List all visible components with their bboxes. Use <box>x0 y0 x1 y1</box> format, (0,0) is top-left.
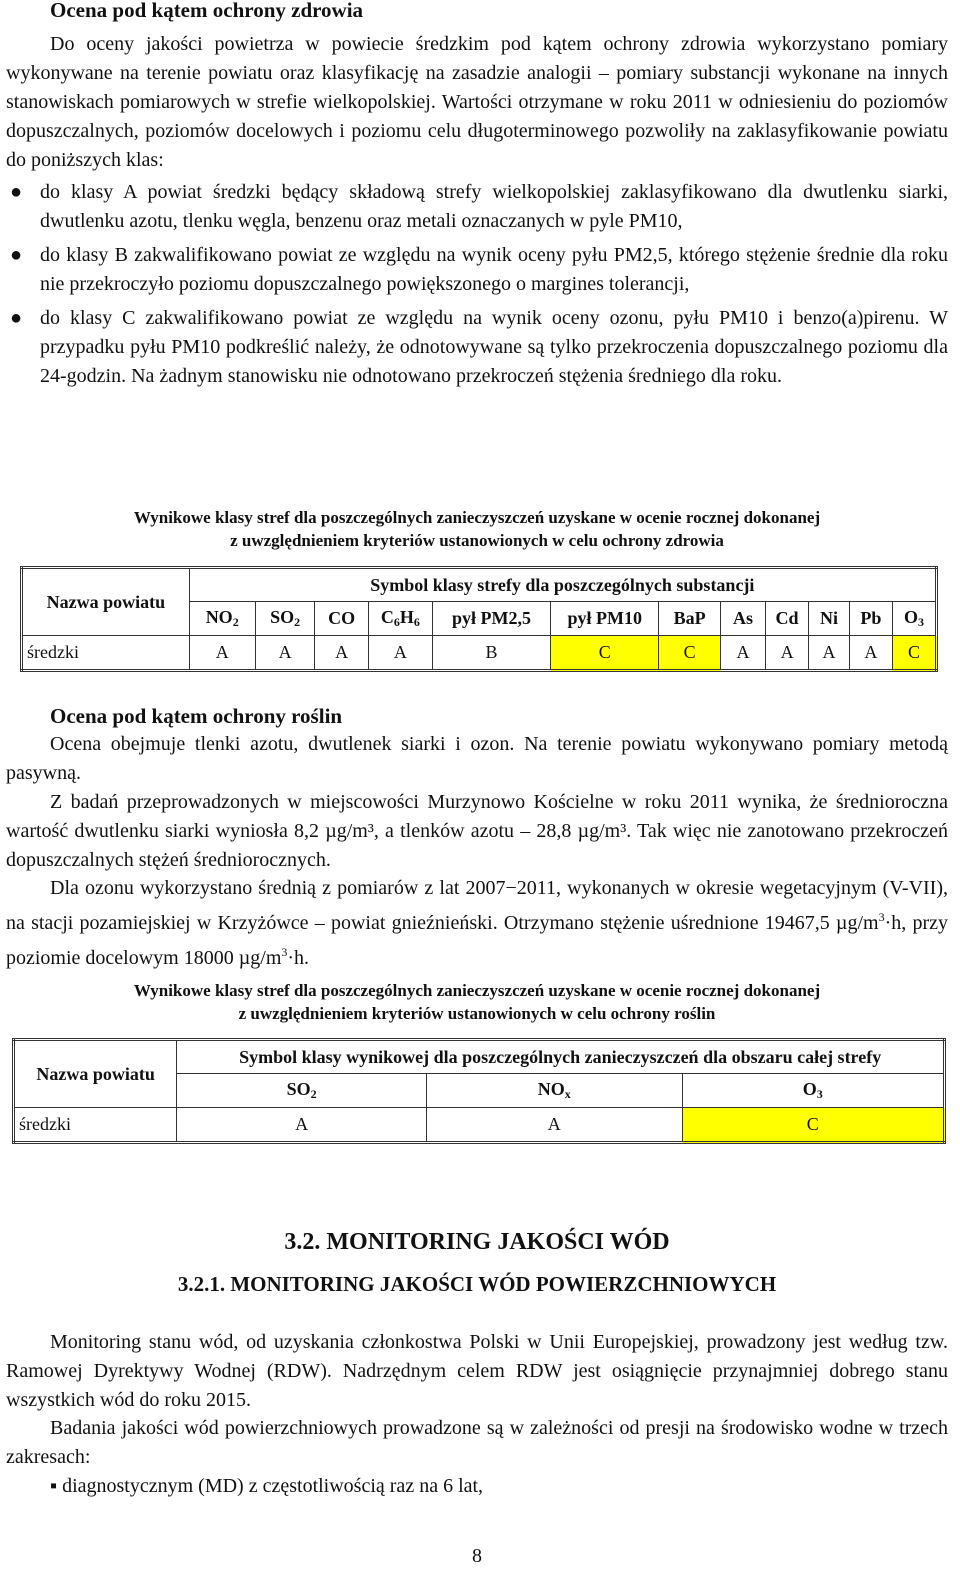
table2-row-name: średzki <box>14 1108 177 1143</box>
table2-caption-line1: Wynikowe klasy stref dla poszczególnych zanieczyszczeń uzyskane w ocenie rocznej dokonanej <box>133 981 821 1000</box>
table2-header-so2: $SO_2$ <box>177 1074 427 1108</box>
subchapter-heading-surface-water: 3.2.1. MONITORING JAKOŚCI WÓD POWIERZCHNIOWYCH <box>177 1272 777 1296</box>
table2-cell-o3: C <box>682 1108 945 1143</box>
table1-cell-ni: A <box>809 636 850 671</box>
table1-cell-c6h6: A <box>368 636 432 671</box>
table1-header-bap: BaP <box>659 602 721 636</box>
section-heading-plants: Ocena pod kątem ochrony roślin <box>50 704 343 728</box>
table1-cell-o3: C <box>892 636 936 671</box>
table1-cell-cd: A <box>766 636 809 671</box>
table1-cell-pm10: C <box>551 636 659 671</box>
table1-row-name: średzki <box>22 636 190 671</box>
bullet-icon: ● <box>10 244 23 266</box>
table1-group-header: Symbol klasy strefy dla poszczególnych substancji <box>189 568 936 602</box>
table1-header-no2: $NO_2$ <box>189 602 255 636</box>
table1-caption-line1: Wynikowe klasy stref dla poszczególnych zanieczyszczeń uzyskane w ocenie rocznej dokonanej <box>133 508 821 527</box>
bullet-class-a: ● do klasy A powiat średzki będący składową strefy wielkopolskiej zaklasyfikowano dla dwutlenku siarki, dwutlenku azotu, tlenku węgla, benzenu oraz metali oznaczanych w pyle PM10, <box>6 178 948 236</box>
table1-cell-no2: A <box>189 636 255 671</box>
table2-header-o3: $O_3$ <box>682 1074 945 1108</box>
table1-caption-line2: z uwzględnieniem kryteriów ustanowionych w celu ochrony zdrowia <box>230 531 724 550</box>
table-row <box>14 1108 945 1143</box>
health-class-table <box>20 566 938 672</box>
table2-cell-so2: A <box>177 1108 427 1143</box>
table1-cell-co: A <box>315 636 368 671</box>
bullet-class-b: ● do klasy B zakwalifikowano powiat ze względu na wynik oceny pyłu PM2,5, którego stężenie średnie dla roku nie przekroczyło poziomu dopuszczalnego powiększonego o margines tolerancji, <box>6 241 948 299</box>
table2-caption-line2: z uwzględnieniem kryteriów ustanowionych w celu ochrony roślin <box>238 1004 716 1023</box>
bullet-icon: ● <box>10 307 23 329</box>
table1-header-c6h6: $C_6H_6$ <box>368 602 432 636</box>
water-paragraph-1: Monitoring stanu wód, od uzyskania członkostwa Polski w Unii Europejskiej, prowadzony jest według tzw. Ramowej Dyrektywy Wodnej (RDW). Nadrzędnym celem RDW jest osiągnięcie przynajmniej dobrego stanu wszystkich wód do roku 2015. <box>6 1331 948 1411</box>
plants-paragraph-2: Z badań przeprowadzonych w miejscowości Murzynowo Kościelne w roku 2011 wynika, że średnioroczna wartość dwutlenku siarki wyniosła 8,2 µg/m³, a tlenków azotu – 28,8 µg/m³. Tak więc nie zanotowano przekroczeń dopuszczalnych stężeń średniorocznych. <box>6 791 948 871</box>
bullet-class-c: ● do klasy C zakwalifikowano powiat ze względu na wynik oceny ozonu, pyłu PM10 i benzo(a)pirenu. W przypadku pyłu PM10 podkreślić należy, że odnotowywane są tylko przekroczenia dopuszczalnego poziomu dla 24-godzin. Na żadnym stanowisku nie odnotowano przekroczeń stężenia średniego dla roku. <box>6 304 948 391</box>
table2-col-header: Nazwa powiatu <box>14 1040 177 1108</box>
table2-group-header: Symbol klasy wynikowej dla poszczególnych zanieczyszczeń dla obszaru całej strefy <box>177 1040 945 1074</box>
table-row <box>22 636 937 671</box>
table2-cell-nox: A <box>426 1108 682 1143</box>
water-paragraph-2: Badania jakości wód powierzchniowych prowadzone są w zależności od presji na środowisko wodne w trzech zakresach: <box>6 1417 948 1468</box>
table1-cell-pb: A <box>849 636 892 671</box>
table1-header-pb: Pb <box>849 602 892 636</box>
bullet-icon: ● <box>10 181 23 203</box>
table1-cell-so2: A <box>255 636 315 671</box>
table1-header-o3: $O_3$ <box>892 602 936 636</box>
section-heading-health: Ocena pod kątem ochrony zdrowia <box>50 0 364 22</box>
health-paragraph: Do oceny jakości powietrza w powiecie średzkim pod kątem ochrony zdrowia wykorzystano pomiary wykonywane na terenie powiatu oraz klasyfikację na zasadzie analogii – pomiary substancji wykonane na innych stanowiskach pomiarowych w strefie wielkopolskiej. Wartości otrzymane w roku 2011 w odniesieniu do poziomów dopuszczalnych, poziomów docelowych i poziomu celu długoterminowego pozwoliły na zaklasyfikowanie powiatu do poniższych klas: <box>6 33 948 171</box>
table1-header-ni: Ni <box>809 602 850 636</box>
table1-cell-pm25: B <box>432 636 550 671</box>
plants-class-table <box>12 1038 946 1144</box>
plants-paragraph-3: Dla ozonu wykorzystano średnią z pomiarów z lat 2007−2011, wykonanych w okresie wegetacyjnym (V-VII), na stacji pozamiejskiej w Krzyżówce – powiat gnieźnieński. Otrzymano stężenie uśrednione 19467,5 $\mu g/m^3\cdot h$, przy poziomie docelowym 18000 $\mu g/m^3\cdot h$. <box>6 877 948 969</box>
table1-header-as: As <box>721 602 766 636</box>
table1-header-so2: $SO_2$ <box>255 602 315 636</box>
page-number: 8 <box>472 1545 482 1567</box>
plants-paragraph-1: Ocena obejmuje tlenki azotu, dwutlenek siarki i ozon. Na terenie powiatu wykonywano pomiary metodą pasywną. <box>6 733 948 784</box>
table2-header-nox: $NO_x$ <box>426 1074 682 1108</box>
table1-header-pm10: pył PM10 <box>551 602 659 636</box>
table1-header-pm25: pył PM2,5 <box>432 602 550 636</box>
table1-header-co: CO <box>315 602 368 636</box>
class-bullet-list <box>6 178 948 396</box>
water-list-item: ▪ diagnostycznym (MD) z częstotliwością raz na 6 lat, <box>50 1475 484 1497</box>
chapter-heading-water: 3.2. MONITORING JAKOŚCI WÓD <box>284 1229 670 1255</box>
table1-cell-bap: C <box>659 636 721 671</box>
table1-header-cd: Cd <box>766 602 809 636</box>
table1-col-header: Nazwa powiatu <box>22 568 190 636</box>
table1-cell-as: A <box>721 636 766 671</box>
